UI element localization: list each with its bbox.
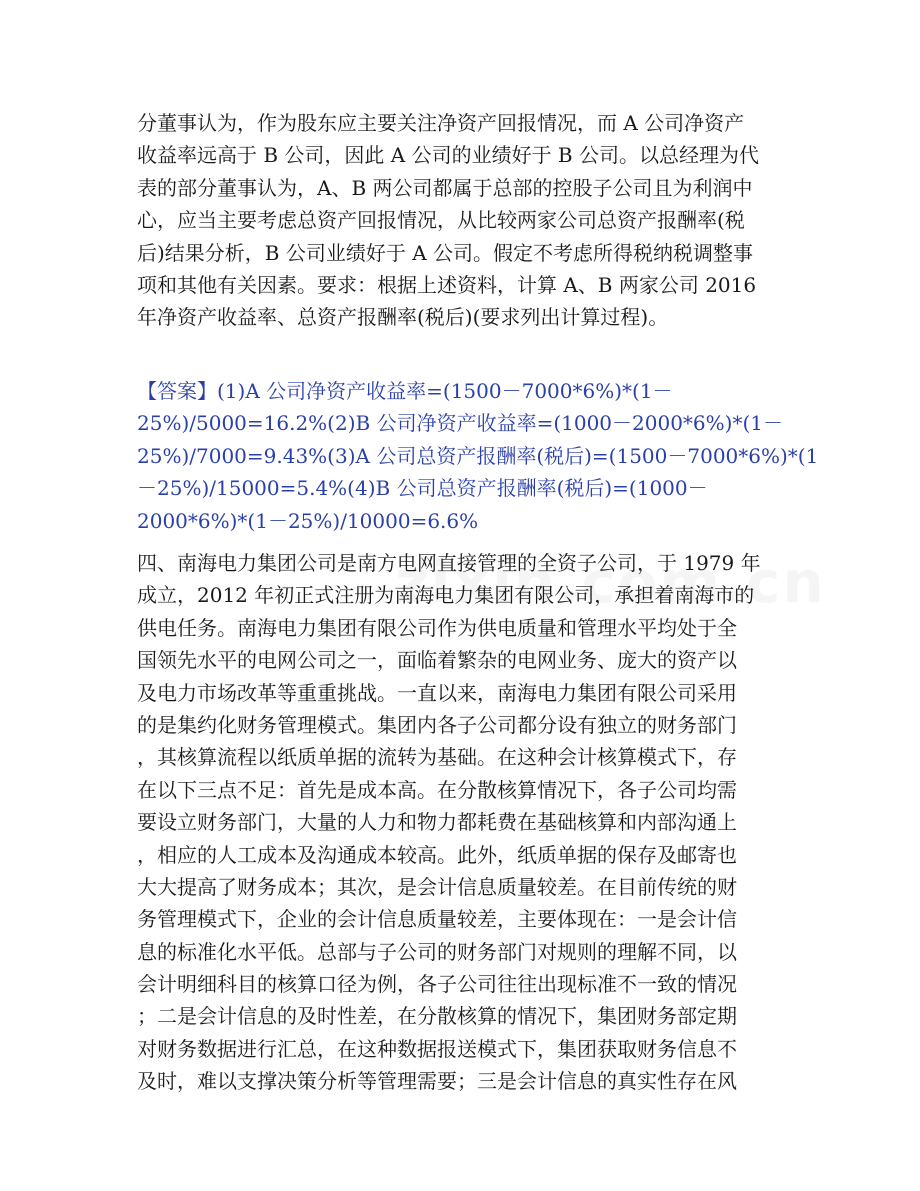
- intro-paragraph: [137, 107, 787, 334]
- text-line: 成立，2012 年初正式注册为南海电力集团有限公司，承担着南海市的: [137, 583, 755, 608]
- text-line: 及电力市场改革等重重挑战。一直以来，南海电力集团有限公司采用: [137, 680, 737, 705]
- text-line: 后)结果分析，B 公司业绩好于 A 公司。假定不考虑所得税纳税调整事: [137, 240, 754, 265]
- text-line: 年净资产收益率、总资产报酬率(税后)(要求列出计算过程)。: [137, 305, 669, 330]
- answer-line: 25%)/5000=16.2%(2)B 公司净资产收益率=(1000－2000*6%)*(1－: [137, 411, 783, 436]
- answer-line: －25%)/15000=5.4%(4)B 公司总资产报酬率(税后)=(1000－: [137, 476, 708, 501]
- text-line: 大大提高了财务成本；其次，是会计信息质量较差。在目前传统的财: [137, 874, 737, 899]
- answer-line: 25%)/7000=9.43%(3)A 公司总资产报酬率(税后)=(1500－7000*6%)*(1: [137, 443, 819, 468]
- text-line: 要设立财务部门，大量的人力和物力都耗费在基础核算和内部沟通上: [137, 810, 737, 835]
- text-line: 对财务数据进行汇总，在这种数据报送模式下，集团获取财务信息不: [137, 1036, 737, 1061]
- question-4-paragraph: [137, 547, 787, 1098]
- text-line: 在以下三点不足：首先是成本高。在分散核算情况下，各子公司均需: [137, 777, 737, 802]
- text-line: 的是集约化财务管理模式。集团内各子公司都分设有独立的财务部门: [137, 712, 737, 737]
- answer-paragraph: [137, 375, 819, 537]
- text-line: ；二是会计信息的及时性差，在分散核算的情况下，集团财务部定期: [137, 1004, 737, 1029]
- text-line: 供电任务。南海电力集团有限公司作为供电质量和管理水平均处于全: [137, 615, 737, 640]
- text-line: 四、南海电力集团公司是南方电网直接管理的全资子公司，于 1979 年: [137, 551, 761, 575]
- text-line: 务管理模式下，企业的会计信息质量较差，主要体现在：一是会计信: [137, 907, 737, 932]
- text-line: 息的标准化水平低。总部与子公司的财务部门对规则的理解不同，以: [137, 939, 737, 964]
- answer-line: 【答案】(1)A 公司净资产收益率=(1500－7000*6%)*(1－: [137, 379, 673, 403]
- text-line: 收益率远高于 B 公司，因此 A 公司的业绩好于 B 公司。以总经理为代: [137, 143, 759, 168]
- text-line: 表的部分董事认为，A、B 两公司都属于总部的控股子公司且为利润中: [137, 175, 753, 200]
- text-line: 心，应当主要考虑总资产回报情况，从比较两家公司总资产报酬率(税: [137, 208, 745, 233]
- text-line: ，其核算流程以纸质单据的流转为基础。在这种会计核算模式下，存: [137, 745, 737, 770]
- text-line: ，相应的人工成本及沟通成本较高。此外，纸质单据的保存及邮寄也: [137, 842, 737, 867]
- answer-line: 2000*6%)*(1－25%)/10000=6.6%: [137, 508, 479, 533]
- text-line: 国领先水平的电网公司之一，面临着繁杂的电网业务、庞大的资产以: [137, 648, 737, 673]
- text-line: 分董事认为，作为股东应主要关注净资产回报情况，而 A 公司净资产: [137, 111, 745, 135]
- text-line: 会计明细科目的核算口径为例，各子公司往往出现标准不一致的情况: [137, 972, 737, 997]
- text-line: 项和其他有关因素。要求：根据上述资料，计算 A、B 两家公司 2016: [137, 272, 757, 297]
- text-line: 及时，难以支撑决策分析等管理需要；三是会计信息的真实性存在风: [137, 1069, 737, 1094]
